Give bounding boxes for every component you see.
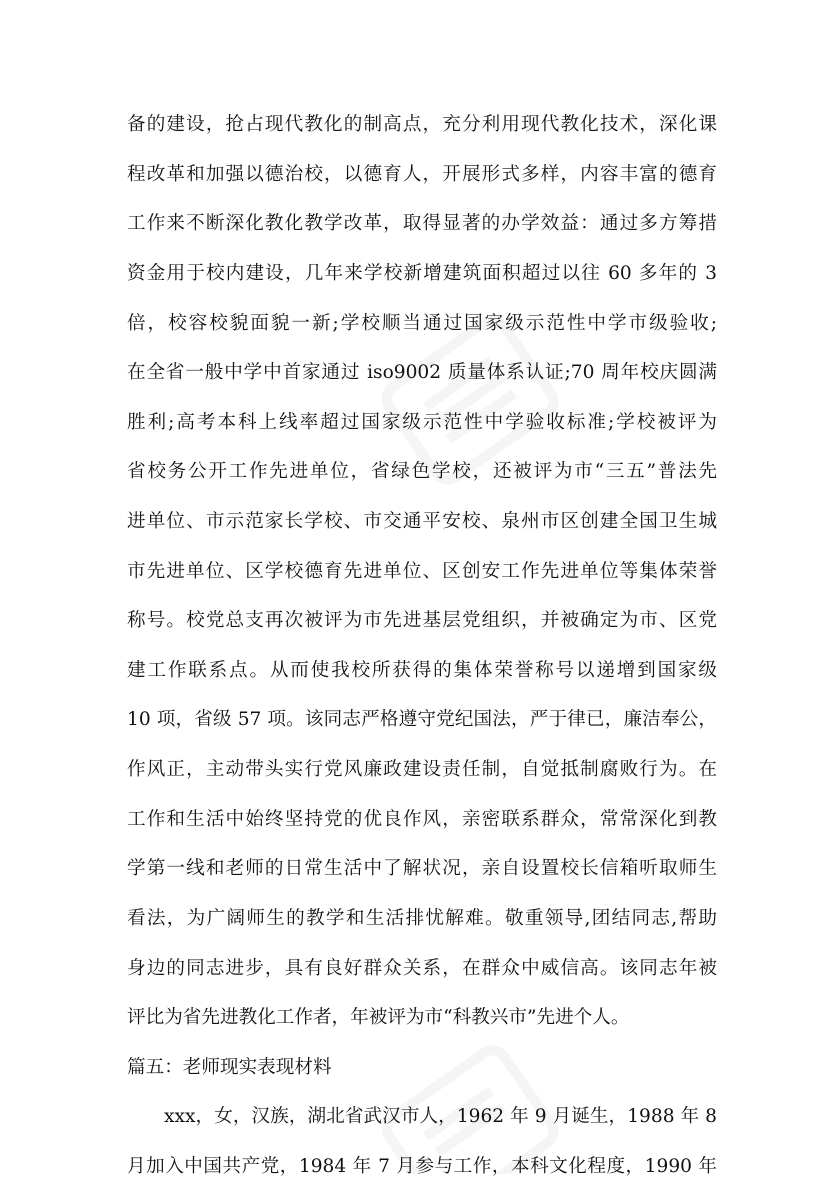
body-line: 资金用于校内建设，几年来学校新增建筑面积超过以往 60 多年的 3 <box>127 263 717 284</box>
body-line: 身边的同志进步，具有良好群众关系，在群众中威信高。该同志年被 <box>127 958 717 979</box>
body-line: 在全省一般中学中首家通过 iso9002 质量体系认证;70 周年校庆圆满 <box>127 362 717 383</box>
body-line: 作风正，主动带头实行党风廉政建设责任制，自觉抵制腐败行为。在 <box>127 759 717 780</box>
body-line: 称号。校党总支再次被评为市先进基层党组织，并被确定为市、区党 <box>127 610 717 631</box>
body-line: 胜利;高考本科上线率超过国家级示范性中学验收标准;学校被评为 <box>127 412 717 433</box>
section-heading: 篇五：老师现实表现材料 <box>127 1057 332 1078</box>
body-line: 程改革和加强以德治校，以德育人，开展形式多样，内容丰富的德育 <box>127 164 717 185</box>
body-line: 工作和生活中始终坚持党的优良作风，亲密联系群众，常常深化到教 <box>127 809 717 830</box>
body-line: 进单位、市示范家长学校、市交通平安校、泉州市区创建全国卫生城 <box>127 511 717 532</box>
body-line: 10 项，省级 57 项。该同志严格遵守党纪国法，严于律已，廉洁奉公， <box>127 709 717 730</box>
body-line: 市先进单位、区学校德育先进单位、区创安工作先进单位等集体荣誉 <box>127 561 717 582</box>
body-line: 工作来不断深化教化教学改革，取得显著的办学效益：通过多方筹措 <box>127 213 717 234</box>
body-line: 倍，校容校貌面貌一新;学校顺当通过国家级示范性中学市级验收; <box>127 313 717 334</box>
body-line: 省校务公开工作先进单位，省绿色学校，还被评为市“三五”普法先 <box>127 461 717 482</box>
body-line: 学第一线和老师的日常生活中了解状况，亲自设置校长信箱听取师生 <box>127 858 717 879</box>
body-line: 备的建设，抢占现代教化的制高点，充分利用现代教化技术，深化课 <box>127 114 717 135</box>
body-line: 评比为省先进教化工作者，年被评为市“科教兴市”先进个人。 <box>127 1007 630 1028</box>
body-line: 建工作联系点。从而使我校所获得的集体荣誉称号以递增到国家级 <box>127 660 717 681</box>
paragraph-line: xxx，女，汉族，湖北省武汉市人，1962 年 9 月诞生，1988 年 8 <box>164 1106 717 1127</box>
paragraph-line: 月加入中国共产党，1984 年 7 月参与工作，本科文化程度，1990 年 <box>127 1156 717 1177</box>
body-line: 看法，为广阔师生的教学和生活排忧解难。敬重领导,团结同志,帮助 <box>127 908 717 929</box>
